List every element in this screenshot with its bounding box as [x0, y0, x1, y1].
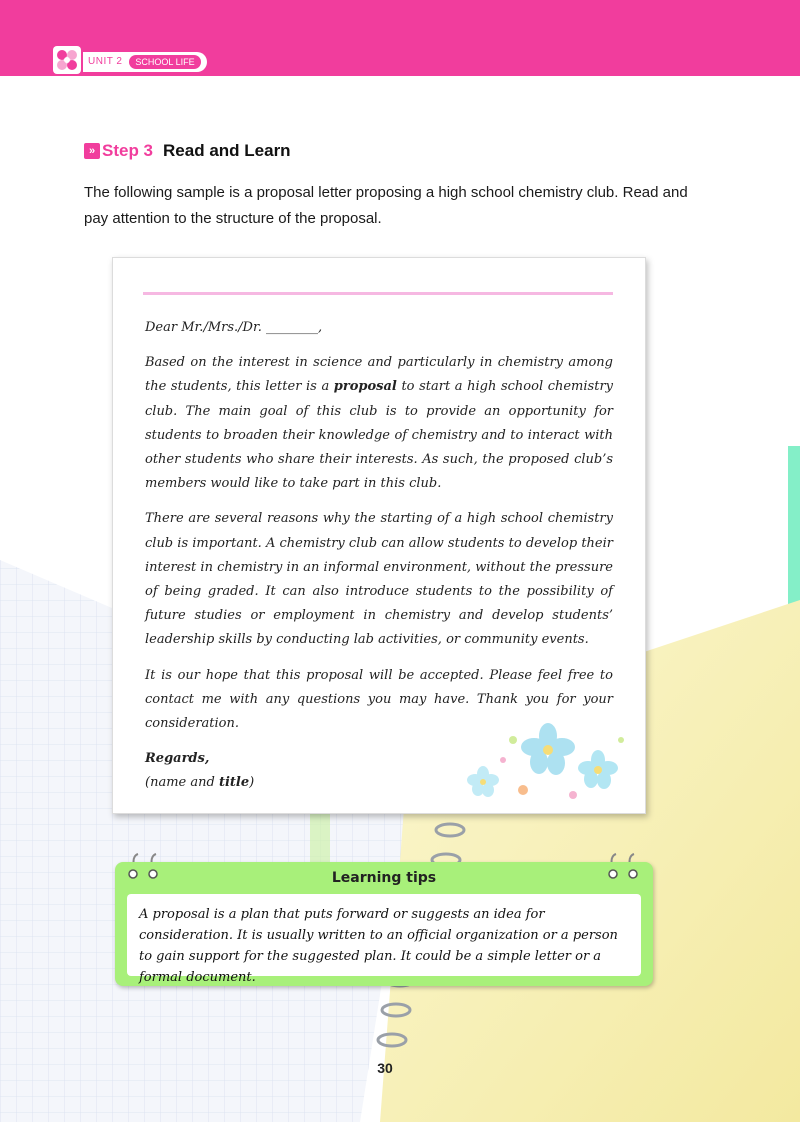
letter-greeting: Dear Mr./Mrs./Dr. ________,	[145, 320, 323, 335]
step-number: Step 3	[102, 141, 154, 160]
letter-closing: Regards,	[145, 751, 210, 767]
step-heading	[84, 140, 291, 162]
unit-label: UNIT 2	[88, 56, 123, 67]
proposal-keyword: proposal	[333, 379, 397, 395]
unit-tab	[83, 52, 207, 72]
learning-tips-title: Learning tips	[331, 870, 437, 886]
learning-tips-box	[115, 862, 653, 986]
unit-logo-icon	[53, 46, 81, 74]
page-number: 30	[377, 1060, 393, 1076]
letter-paragraph-1: Based on the interest in science and particularly in chemistry among the students, this letter is a proposal to start a high school chemistry club. The main goal of this club is to provide an opportunity for students to broaden their knowledge of chemistry and to interact with other students who share their interests. As such, the proposed club’s members would like to take part in this club.	[145, 355, 613, 492]
letter-paragraph-3: It is our hope that this proposal will be accepted. Please feel free to contact me with any questions you may have. Thank you for your consideration.	[145, 667, 613, 732]
learning-tips-text: A proposal is a plan that puts forward or suggests an idea for consideration. It is usually written to an official organization or a person to gain support for the suggested plan. It could be a simple letter or a formal document.	[139, 907, 618, 985]
flower-decoration-icon	[453, 720, 633, 810]
section-label: SCHOOL LIFE	[129, 55, 201, 69]
pink-divider	[143, 292, 613, 295]
letter-paragraph-2: There are several reasons why the starting of a high school chemistry club is important. A chemistry club can allow students to develop their interest in chemistry in an informal environment, without the pressure of being graded. It can also introduce students to the possibility of future studies or employment in chemistry and develop students’ leadership skills by conducting lab activities, or community events.	[145, 511, 613, 648]
learning-tips-panel	[127, 894, 641, 985]
letter-signature: (name and title)	[145, 775, 255, 791]
intro-paragraph: The following sample is a proposal letter proposing a high school chemistry club. Read and pay attention to the structure of the proposal.	[84, 184, 688, 227]
double-chevron-right-icon: »	[84, 143, 100, 159]
step-title: Read and Learn	[163, 141, 291, 160]
letter-card	[112, 257, 646, 814]
